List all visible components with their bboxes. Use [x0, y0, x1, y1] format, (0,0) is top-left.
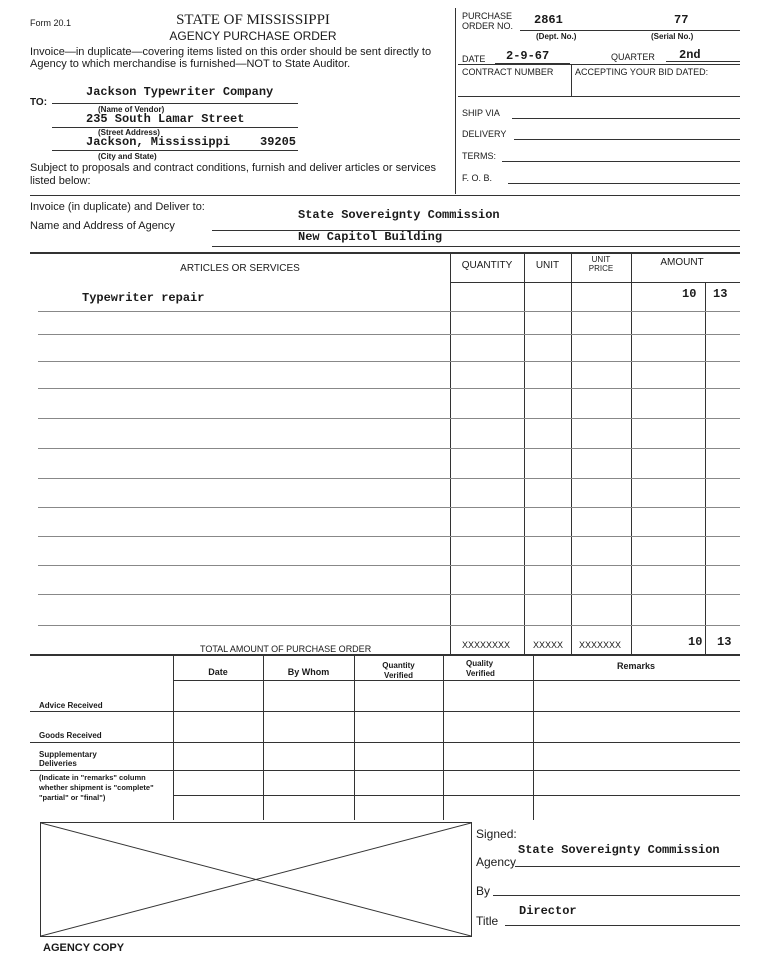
vendor-city-label: (City and State): [98, 152, 157, 161]
receipt-col-quality: Quality Verified: [466, 659, 495, 678]
bid-dated-label: ACCEPTING YOUR BID DATED:: [575, 67, 709, 77]
remarks-note: (Indicate in "remarks" column whether shipment is "complete" "partial" or "final"): [39, 773, 154, 802]
vendor-street: 235 South Lamar Street: [86, 112, 245, 126]
advice-received-label: Advice Received: [39, 701, 103, 710]
sig-title-value: Director: [519, 904, 577, 918]
sig-agency-value: State Sovereignty Commission: [518, 843, 720, 857]
delivery-label: DELIVERY: [462, 129, 507, 139]
goods-received-label: Goods Received: [39, 731, 102, 740]
vendor-name-label: (Name of Vendor): [98, 105, 165, 114]
void-cross: [41, 823, 471, 936]
ship-via-label: SHIP VIA: [462, 108, 500, 118]
void-box: [40, 822, 472, 937]
sig-by-label: By: [476, 884, 491, 898]
order-date: 2-9-67: [506, 49, 550, 63]
total-quantity-x: XXXXXXXX: [462, 640, 511, 650]
supplementary-label: Supplementary Deliveries: [39, 750, 97, 768]
table-row-rule: [38, 361, 740, 362]
item-dollars: 10: [682, 287, 697, 301]
table-row-rule: [38, 334, 740, 335]
state-title: STATE OF MISSISSIPPI: [176, 12, 330, 28]
table-row-rule: [38, 625, 740, 626]
po-label-1: PURCHASE: [462, 11, 513, 21]
invoice-instructions: Invoice—in duplicate—covering items listed on this order should be sent directly to Agency to which merchandise is furnished—NOT to State Auditor.: [30, 46, 432, 70]
form-title: AGENCY PURCHASE ORDER: [169, 29, 337, 43]
table-row-rule: [38, 311, 740, 312]
vendor-city: Jackson, Mississippi: [86, 135, 231, 149]
table-row-rule: [38, 507, 740, 508]
signed-label: Signed:: [476, 827, 517, 841]
subject-text: Subject to proposals and contract conditions, furnish and deliver articles or services listed below:: [30, 162, 436, 187]
date-label: DATE: [462, 54, 486, 64]
terms-label: TERMS:: [462, 151, 497, 161]
total-label: TOTAL AMOUNT OF PURCHASE ORDER: [200, 644, 372, 654]
quarter-label: QUARTER: [611, 52, 655, 62]
form-number: Form 20.1: [30, 18, 72, 28]
vendor-name: Jackson Typewriter Company: [86, 85, 274, 99]
to-label: TO:: [30, 97, 48, 108]
receipt-col-remarks: Remarks: [617, 661, 656, 671]
contract-number-label: CONTRACT NUMBER: [462, 67, 554, 77]
po-label-2: ORDER NO.: [462, 21, 514, 31]
total-unit-x: XXXXX: [533, 640, 564, 650]
sig-agency-label: Agency: [476, 855, 517, 869]
receipt-col-date: Date: [208, 667, 228, 677]
dept-label: (Dept. No.): [536, 32, 577, 41]
sig-title-label: Title: [476, 914, 499, 928]
total-unit-price-x: XXXXXXX: [579, 640, 622, 650]
dept-number: 2861: [534, 13, 563, 27]
item-description: Typewriter repair: [82, 291, 205, 305]
item-cents: 13: [713, 287, 728, 301]
agency-copy-label: AGENCY COPY: [43, 942, 125, 954]
table-row-rule: [38, 448, 740, 449]
fob-label: F. O. B.: [462, 173, 493, 183]
col-amount: AMOUNT: [660, 257, 704, 268]
vendor-zip: 39205: [260, 135, 297, 149]
table-row-rule: [38, 565, 740, 566]
table-row-rule: [38, 594, 740, 595]
total-dollars: 10: [688, 635, 703, 649]
vendor-street-label: (Street Address): [98, 128, 160, 137]
total-cents: 13: [717, 635, 732, 649]
deliver-agency-address: New Capitol Building: [298, 230, 443, 244]
col-unit-price: UNIT PRICE: [588, 255, 614, 273]
quarter-value: 2nd: [679, 48, 701, 62]
table-row-rule: [38, 388, 740, 389]
table-row-rule: [38, 418, 740, 419]
agency-name-label: Name and Address of Agency: [30, 220, 175, 232]
table-row-rule: [38, 536, 740, 537]
deliver-agency-name: State Sovereignty Commission: [298, 208, 500, 222]
receipt-col-quantity: Quantity Verified: [382, 661, 415, 680]
col-quantity: QUANTITY: [461, 260, 513, 271]
serial-number: 77: [674, 13, 689, 27]
table-row-rule: [38, 478, 740, 479]
receipt-col-by-whom: By Whom: [287, 667, 330, 677]
invoice-deliver-label: Invoice (in duplicate) and Deliver to:: [30, 201, 205, 213]
serial-label: (Serial No.): [651, 32, 694, 41]
col-articles: ARTICLES OR SERVICES: [180, 263, 300, 274]
col-unit: UNIT: [535, 260, 560, 271]
